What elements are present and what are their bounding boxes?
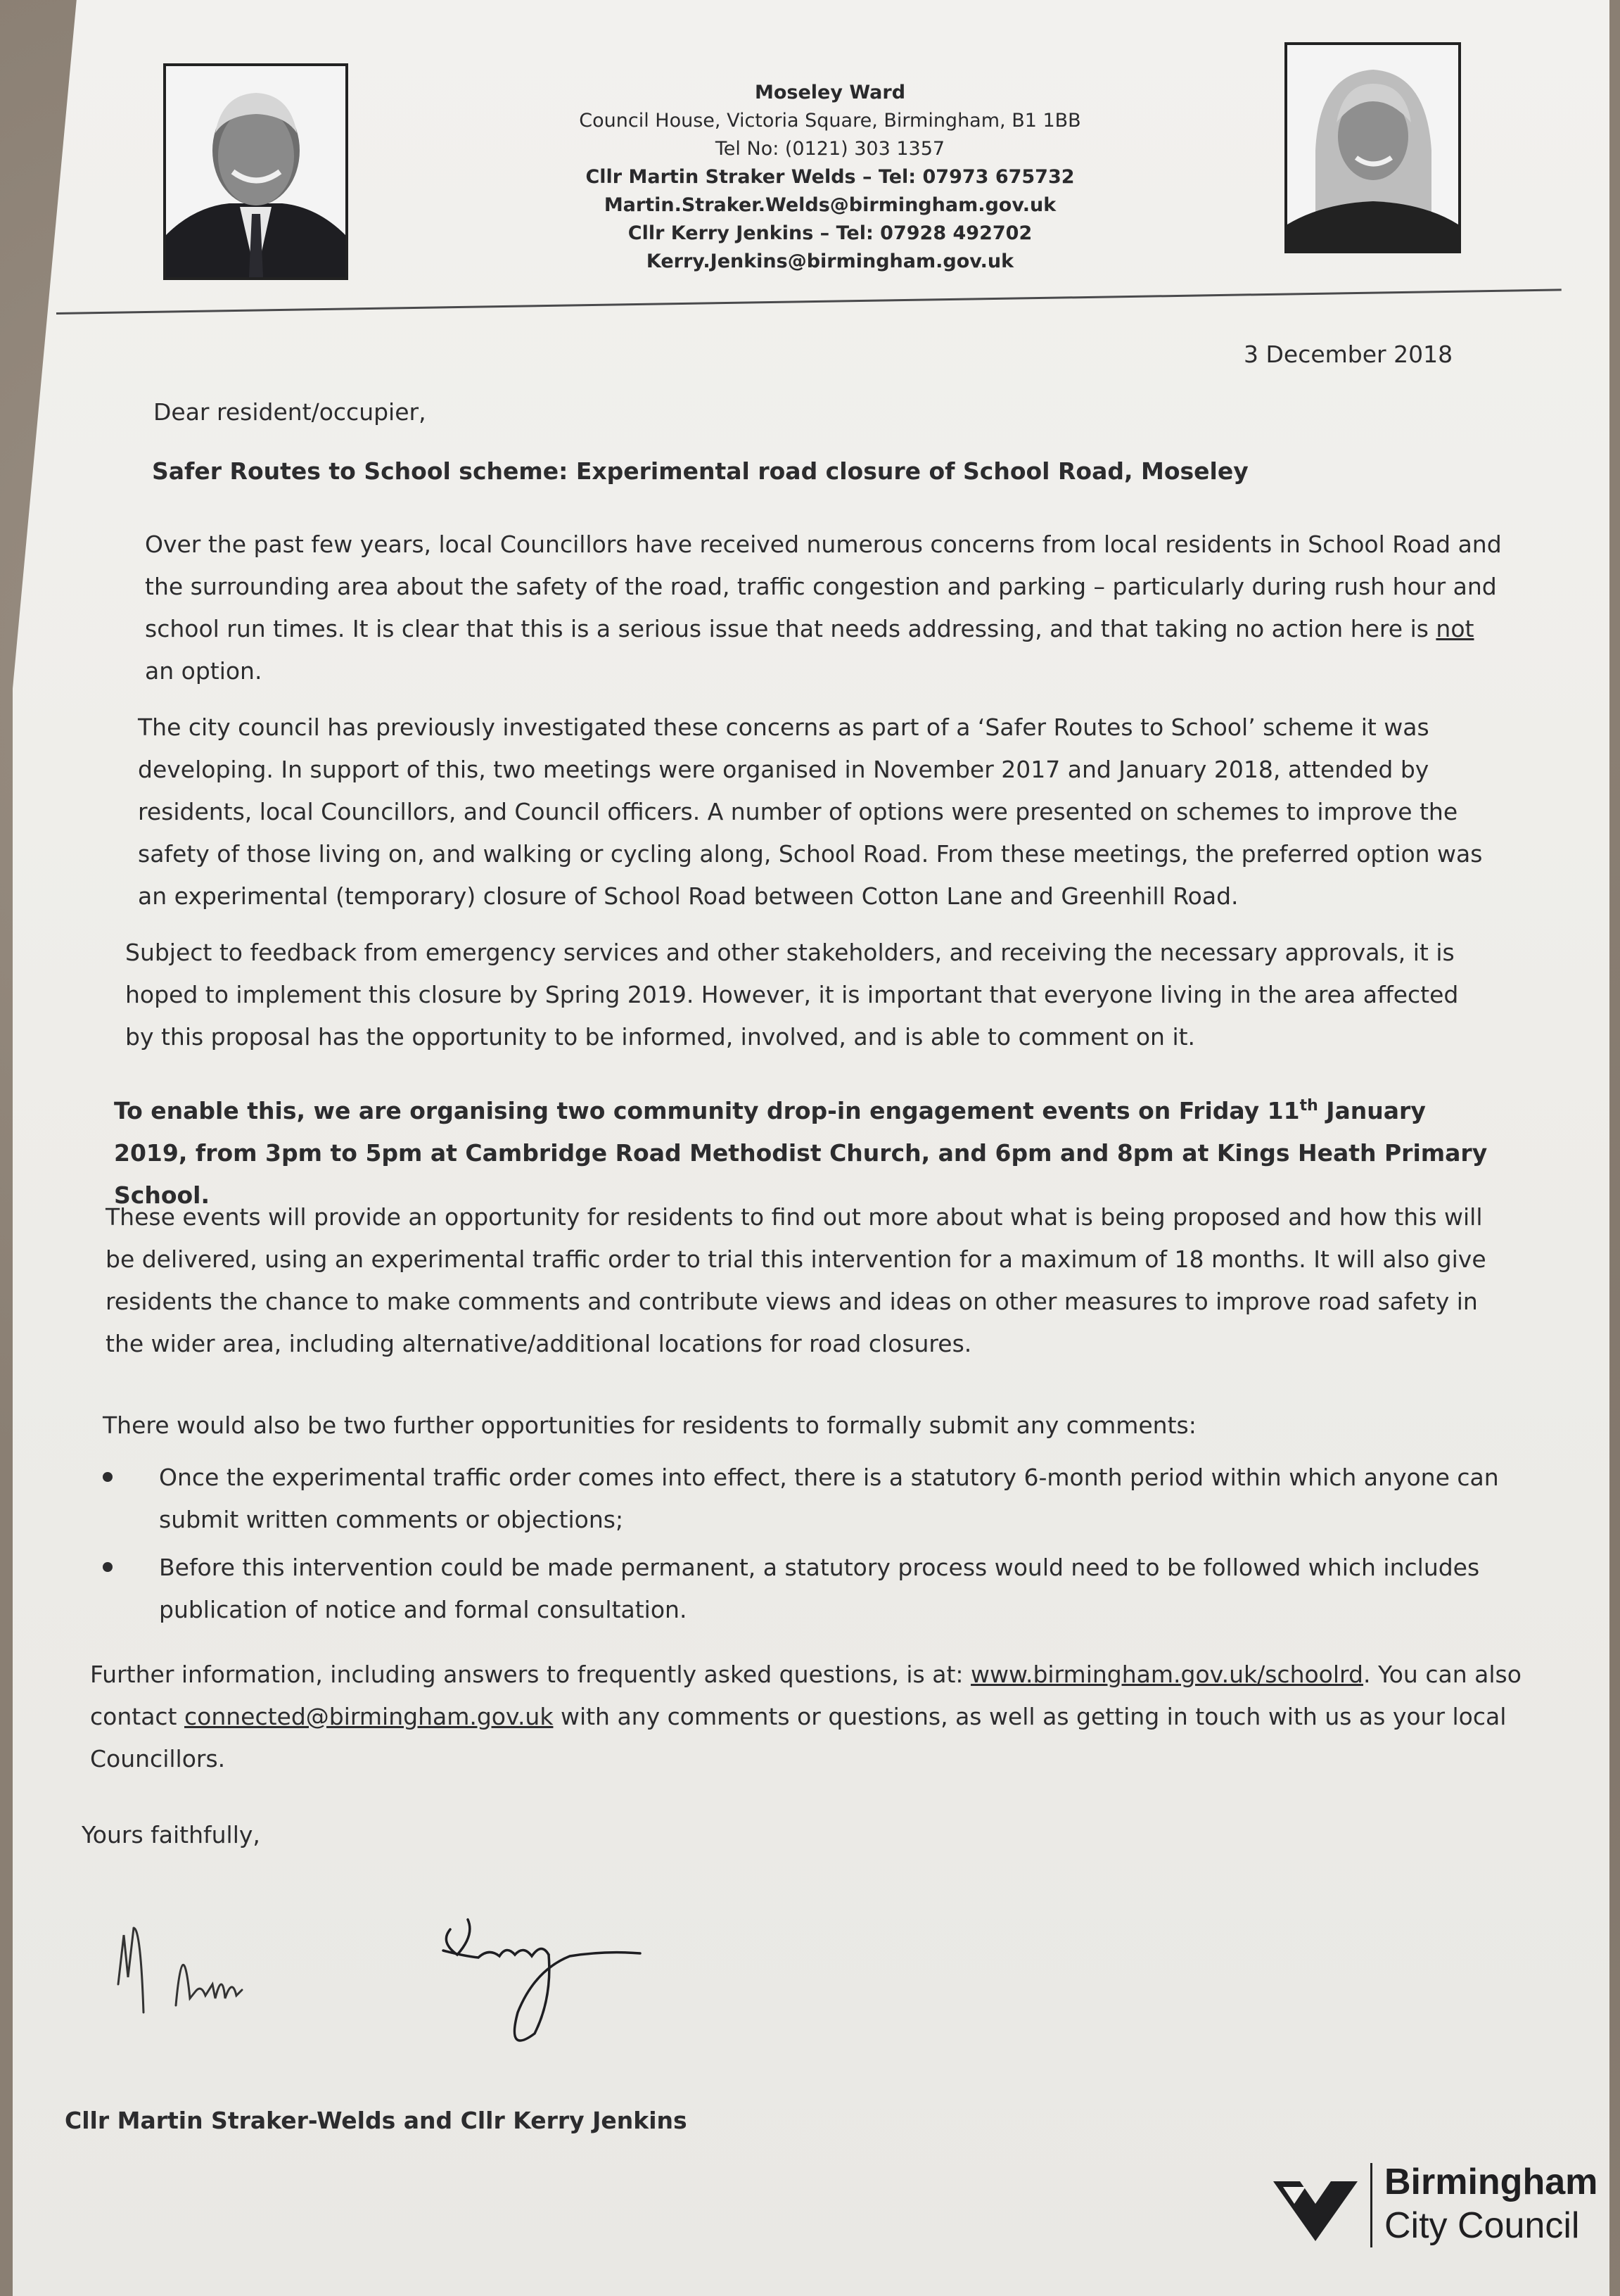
- further-info-text-mid: . You can also contact: [90, 1661, 1522, 1730]
- salutation: Dear resident/occupier,: [153, 398, 426, 426]
- paragraph-concerns-end: an option.: [145, 657, 262, 685]
- ordinal-suffix: th: [1299, 1097, 1318, 1115]
- council-contact-header: [514, 79, 1147, 276]
- paragraph-concerns-text: Over the past few years, local Councillors have received numerous concerns from local residents in School Road and the surrounding area about the safety of the road, traffic congestion and parking – particularly during rush hour and school run times. It is clear that this is a serious issue that needs addressing, and that taking no action here is: [145, 531, 1502, 642]
- logo-line-1: Birmingham: [1384, 2162, 1598, 2202]
- signatures: [84, 1886, 717, 2055]
- opportunity-list: [98, 1457, 1505, 1637]
- logo-line-2: City Council: [1384, 2205, 1580, 2246]
- paragraph-further-opportunities: There would also be two further opportunities for residents to formally submit any comments:: [103, 1412, 1197, 1439]
- list-item-text: Before this intervention could be made permanent, a statutory process would need to be followed which includes publication of notice and formal consultation.: [159, 1554, 1480, 1623]
- list-item-text: Once the experimental traffic order comes into effect, there is a statutory 6-month period within which anyone can submit written comments or objections;: [159, 1464, 1499, 1533]
- cllr-kerry-contact: Cllr Kerry Jenkins – Tel: 07928 492702: [627, 222, 1033, 244]
- paragraph-concerns: [145, 524, 1503, 692]
- further-info-text: Further information, including answers to frequently asked questions, is at:: [90, 1661, 971, 1688]
- councillor-photo-kerry: [1284, 42, 1461, 253]
- closing-line: Yours faithfully,: [82, 1821, 260, 1848]
- signature-kerry: [443, 1920, 640, 2041]
- ward-name: Moseley Ward: [754, 82, 906, 103]
- letter-subject: Safer Routes to School scheme: Experimental road closure of School Road, Moseley: [152, 457, 1249, 485]
- list-item: [98, 1457, 1505, 1541]
- further-info-text-end: with any comments or questions, as well as getting in touch with us as your local Councillors.: [90, 1703, 1507, 1772]
- bullet-icon: [103, 1562, 113, 1572]
- paragraph-implementation: Subject to feedback from emergency services and other stakeholders, and receiving the necessary approvals, it is hoped to implement this closure by Spring 2019. However, it is important that everyone living in the area affected by this proposal has the opportunity to be informed, involved, and is able to comment on it.: [125, 939, 1459, 1051]
- paragraph-investigation: The city council has previously investigated these concerns as part of a ‘Safer Routes to School’ scheme it was developing. In support of this, two meetings were organised in November 2017 and January 2018, attended by residents, local Councillors, and Council officers. A number of options were presented on schemes to improve the safety of those living on, and walking or cycling along, School Road. From these meetings, the preferred option was an experimental (temporary) closure of School Road between Cotton Lane and Greenhill Road.: [138, 713, 1483, 910]
- cllr-martin-email: Martin.Straker.Welds@birmingham.gov.uk: [604, 194, 1057, 216]
- header-divider: [56, 288, 1562, 315]
- events-text: To enable this, we are organising two community drop-in engagement events on Friday 11: [114, 1097, 1300, 1124]
- heart-logo-icon: [1266, 2167, 1365, 2245]
- emphasis-not: not: [1436, 615, 1474, 642]
- signatories: Cllr Martin Straker-Welds and Cllr Kerry Jenkins: [65, 2107, 687, 2134]
- schoolrd-link[interactable]: www.birmingham.gov.uk/schoolrd: [971, 1661, 1363, 1688]
- paragraph-event-details: These events will provide an opportunity for residents to find out more about what is being proposed and how this will be delivered, using an experimental traffic order to trial this intervention for a maximum of 18 months. It will also give residents the chance to make comments and contribute views and ideas on other measures to improve road safety in the wider area, including alternative/additional locations for road closures.: [106, 1203, 1486, 1357]
- council-address: Council House, Victoria Square, Birmingham, B1 1BB: [579, 110, 1081, 132]
- letter-date: 3 December 2018: [1244, 341, 1453, 368]
- bullet-icon: [103, 1472, 113, 1482]
- cllr-martin-contact: Cllr Martin Straker Welds – Tel: 07973 675732: [585, 166, 1075, 188]
- connected-email-link[interactable]: connected@birmingham.gov.uk: [184, 1703, 554, 1730]
- paragraph-further-info: [90, 1654, 1539, 1780]
- councillor-photo-martin: [163, 63, 348, 280]
- events-text-end: January 2019, from 3pm to 5pm at Cambridge Road Methodist Church, and 6pm and 8pm at Kings Heath Primary School.: [114, 1097, 1488, 1209]
- list-item: [98, 1547, 1505, 1631]
- signature-martin: [118, 1928, 242, 2012]
- birmingham-city-council-logo: [1266, 2160, 1618, 2266]
- cllr-kerry-email: Kerry.Jenkins@birmingham.gov.uk: [646, 250, 1014, 272]
- logo-wordmark: [1384, 2160, 1597, 2247]
- logo-divider: [1370, 2163, 1372, 2247]
- council-telephone: Tel No: (0121) 303 1357: [715, 138, 945, 160]
